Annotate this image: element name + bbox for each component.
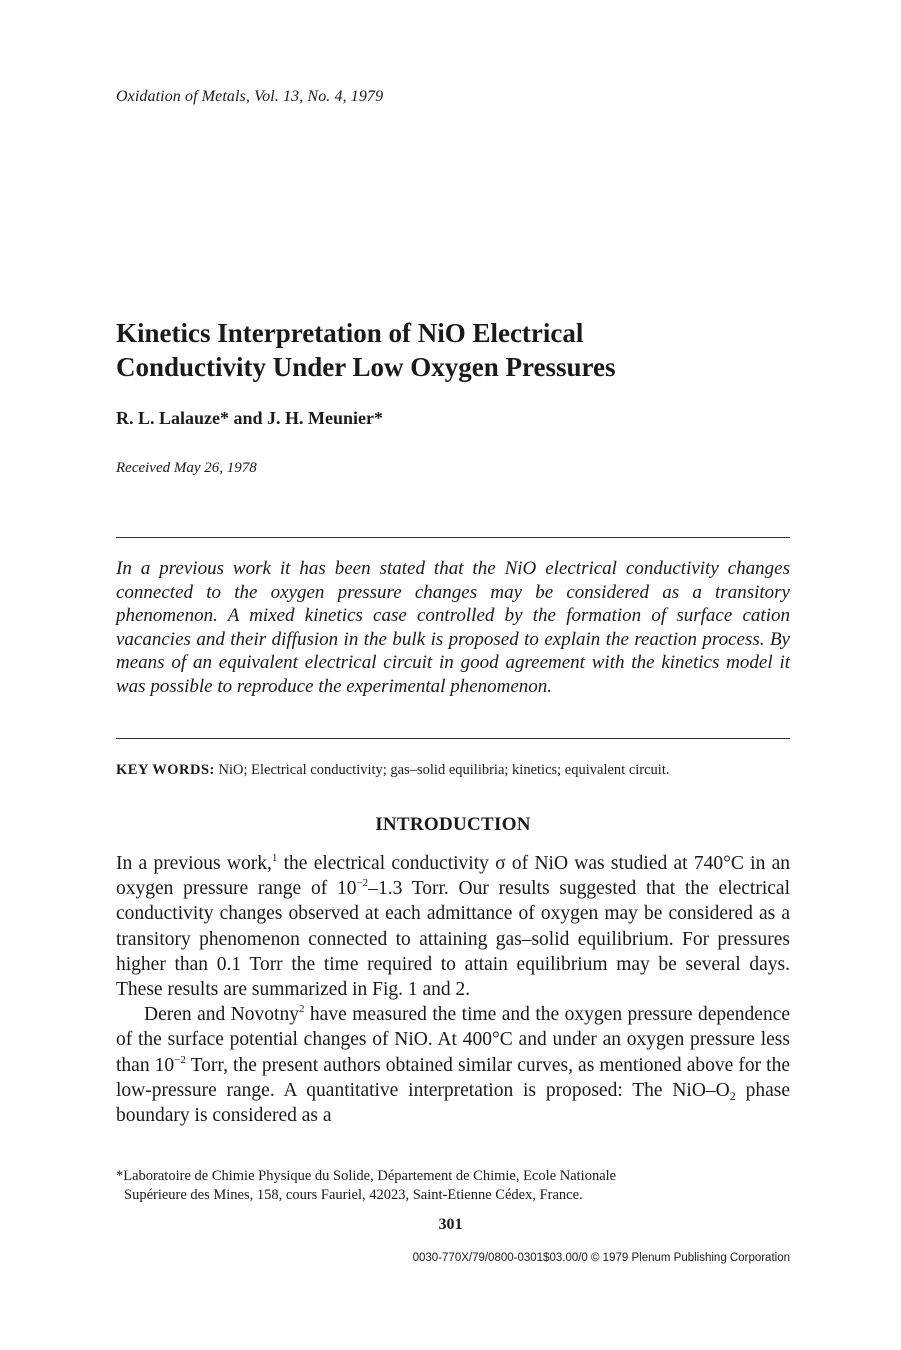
keywords-text: NiO; Electrical conductivity; gas–solid equilibria; kinetics; equivalent circuit. bbox=[218, 762, 670, 778]
section-heading-introduction: INTRODUCTION bbox=[375, 814, 531, 835]
keywords bbox=[116, 762, 790, 779]
abstract: In a previous work it has been stated that the NiO electrical conductivity changes connected to the oxygen pressure changes may be considered as a transitory phenomenon. A mixed kinetics case controlled by the formation of surface cation vacancies and their diffusion in the bulk is proposed to explain the reaction process. By means of an equivalent electrical circuit in good agreement with the kinetics model it was possible to reproduce the experimental phenomenon. bbox=[116, 558, 790, 697]
abstract-bottom-rule bbox=[116, 738, 790, 739]
exponent: −2 bbox=[174, 1053, 186, 1066]
paragraph-1 bbox=[116, 851, 790, 1002]
paragraph-2-text: have measured the time and the oxygen pressure dependence of the surface potential changes of NiO. At 400°C and under an oxygen pressure less than 10 bbox=[116, 1004, 790, 1076]
paragraph-2-text: Deren and Novotny bbox=[144, 1004, 299, 1026]
paragraph-2-text: phase boundary is considered as a bbox=[116, 1079, 790, 1127]
footnote-line-1: *Laboratoire de Chimie Physique du Solide, Département de Chimie, Ecole Nationale bbox=[116, 1168, 617, 1184]
reference-2: 2 bbox=[298, 1003, 305, 1016]
paragraph-2-text: Torr, the present authors obtained similar curves, as mentioned above for the low-pressure range. A quantitative interpretation is proposed: The NiO–O bbox=[116, 1054, 790, 1101]
paragraph-1-text: In a previous work, bbox=[116, 853, 272, 874]
journal-citation: Oxidation of Metals, Vol. 13, No. 4, 1979 bbox=[116, 88, 384, 105]
abstract-top-rule bbox=[116, 537, 790, 538]
footnote-line-2: Supérieure des Mines, 158, cours Fauriel, 42023, Saint-Etienne Cédex, France. bbox=[124, 1187, 583, 1203]
received-date: Received May 26, 1978 bbox=[116, 460, 257, 476]
title-line-2: Conductivity Under Low Oxygen Pressures bbox=[116, 352, 616, 382]
reference-1: 1 bbox=[271, 852, 278, 864]
paragraph-1-text: the electrical conductivity σ of NiO was studied at 740°C in an oxygen pressure range of 10 bbox=[116, 853, 791, 900]
body-text bbox=[116, 851, 790, 1128]
subscript: 2 bbox=[729, 1088, 736, 1103]
paragraph-1-text: –1.3 Torr. Our results suggested that the electrical conductivity changes observed at each admittance of oxygen may be considered as a transitory phenomenon connected to attaining gas–solid equilibrium. For pressures higher than 0.1 Torr the time required to attain equilibrium may be several days. These results are summarized in Fig. 1 and 2. bbox=[116, 878, 790, 1001]
affiliation-footnote bbox=[116, 1167, 790, 1205]
page-number: 301 bbox=[438, 1216, 463, 1233]
copyright-line: 0030-770X/79/0800-0301$03.00/0 © 1979 Plenum Publishing Corporation bbox=[412, 1252, 790, 1264]
article-title bbox=[116, 316, 790, 384]
authors: R. L. Lalauze* and J. H. Meunier* bbox=[116, 408, 384, 428]
keywords-label: KEY WORDS: bbox=[116, 762, 215, 778]
exponent: −2 bbox=[356, 877, 369, 890]
title-line-1: Kinetics Interpretation of NiO Electrical bbox=[116, 318, 584, 348]
paragraph-2 bbox=[116, 1002, 790, 1128]
